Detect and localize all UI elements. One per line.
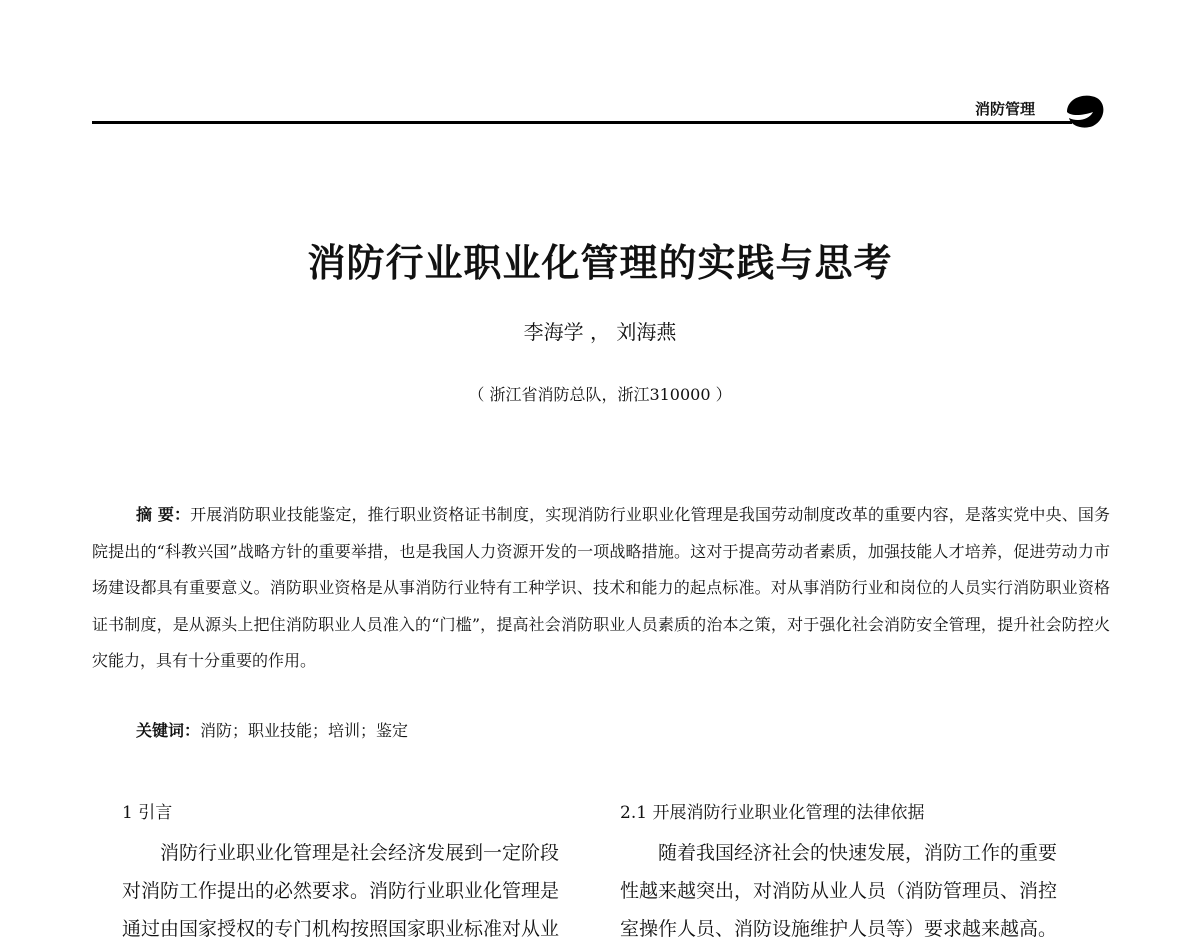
left-column <box>122 800 582 948</box>
affiliation: （ 浙江省消防总队，浙江310000 ） <box>468 385 732 404</box>
text-line: 通过由国家授权的专门机构按照国家职业标准对从业 <box>122 918 560 940</box>
abstract <box>92 497 1110 680</box>
journal-logo-icon <box>1063 92 1107 130</box>
section-title: 消防管理 <box>975 100 1036 118</box>
paragraph <box>122 834 582 948</box>
text-line: 室操作人员、消防设施维护人员等）要求越来越高。 <box>620 918 1058 940</box>
keywords-text: 消防；职业技能；培训；鉴定 <box>200 721 409 740</box>
abstract-text: 开展消防职业技能鉴定，推行职业资格证书制度，实现消防行业职业化管理是我国劳动制度改革的重要内容，是落实党中央、国务院提出的“科教兴国”战略方针的重要举措，也是我国人力资源开发的一项战略措施。这对于提高劳动者素质，加强技能人才培养，促进劳动力市场建设都具有重要意义。消防职业资格是从事消防行业特有工种学识、技术和能力的起点标准。对从事消防行业和岗位的人员实行消防职业资格证书制度，是从源头上把住消防职业人员准入的“门槛”，提高社会消防职业人员素质的治本之策，对于强化社会消防安全管理，提升社会防控火灾能力，具有十分重要的作用。 <box>92 505 1110 670</box>
text-line: 对消防工作提出的必然要求。消防行业职业化管理是 <box>122 880 560 902</box>
text-line: 随着我国经济社会的快速发展，消防工作的重要 <box>658 842 1058 864</box>
text-line: 性越来越突出，对消防从业人员（消防管理员、消控 <box>620 880 1058 902</box>
text-line: 消防行业职业化管理是社会经济发展到一定阶段 <box>160 842 560 864</box>
section-heading: 1 引言 <box>122 803 173 823</box>
section-heading: 2.1 开展消防行业职业化管理的法律依据 <box>620 803 925 823</box>
header-rule <box>92 121 1072 124</box>
article-title: 消防行业职业化管理的实践与思考 <box>307 241 893 285</box>
right-column <box>620 800 1080 948</box>
keywords <box>136 718 408 741</box>
paragraph <box>620 834 1080 948</box>
keywords-label: 关键词： <box>136 721 201 740</box>
abstract-label: 摘 要： <box>136 505 191 524</box>
authors: 李海学 ， 刘海燕 <box>523 320 677 344</box>
